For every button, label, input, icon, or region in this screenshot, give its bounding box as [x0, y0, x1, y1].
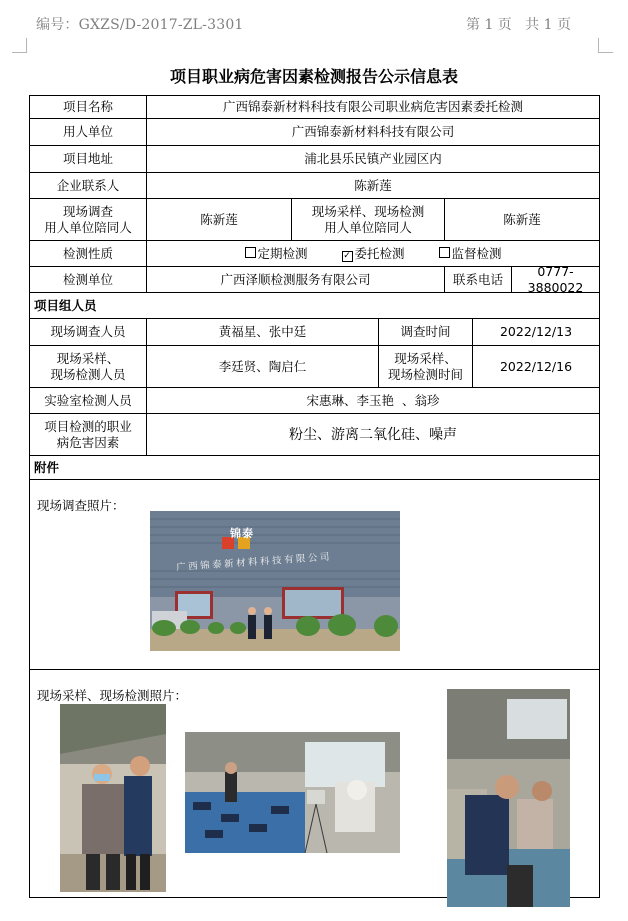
nature-option-supervisory[interactable]: 监督检测: [439, 246, 502, 261]
team-section-label: 项目组人员: [30, 293, 600, 319]
checkbox-periodic[interactable]: [245, 247, 256, 258]
survey-staff-label: 现场调查人员: [30, 319, 147, 346]
sampling-staff-label: 现场采样、 现场检测人员: [30, 346, 147, 388]
page-title: 项目职业病危害因素检测报告公示信息表: [169, 67, 458, 86]
crop-mark-top-right: [598, 38, 613, 53]
factory-building-photo: [150, 511, 400, 651]
sampling-escort-value: 陈新莲: [445, 199, 600, 241]
lab-staff-value: 宋惠琳、李玉艳 、翁珍: [147, 388, 600, 414]
right-margin-tick: [599, 495, 600, 509]
checkbox-supervisory[interactable]: [439, 247, 450, 258]
factory-logo-text: 锦泰: [230, 527, 254, 540]
address-label: 项目地址: [30, 146, 147, 173]
address-value: 浦北县乐民镇产业园区内: [147, 146, 600, 173]
contact-label: 企业联系人: [30, 173, 147, 199]
crop-mark-top-left: [12, 38, 27, 53]
survey-time-label: 调查时间: [379, 319, 473, 346]
sampling-photo-operator: [447, 689, 570, 907]
factory-sign-text: 广西锦泰新材料科技有限公司: [175, 551, 333, 574]
survey-time-value: 2022/12/13: [473, 319, 600, 346]
unit-label: 检测单位: [30, 267, 147, 293]
document-code: 编号：GXZS/D-2017-ZL-3301: [36, 17, 244, 33]
survey-staff-value: 黄福星、张中廷: [147, 319, 379, 346]
phone-value: 0777-3880022: [527, 263, 584, 295]
project-name-label: 项目名称: [30, 96, 147, 119]
sampling-photos-label: 现场采样、现场检测照片：: [37, 688, 188, 703]
unit-value: 广西泽顺检测服务有限公司: [147, 267, 445, 293]
survey-escort-label: 现场调查 用人单位陪同人: [30, 199, 147, 241]
employer-label: 用人单位: [30, 119, 147, 146]
phone-cell: [445, 263, 600, 295]
sampling-escort-label: 现场采样、现场检测 用人单位陪同人: [292, 199, 445, 241]
sampling-time-value: 2022/12/16: [473, 346, 600, 388]
hazards-label: 项目检测的职业 病危害因素: [30, 414, 147, 456]
nature-option-entrusted[interactable]: ✓ 委托检测: [343, 245, 405, 261]
sampling-photo-worker: [60, 704, 166, 892]
phone-label: 联系电话: [445, 267, 512, 292]
sampling-time-label: 现场采样、 现场检测时间: [379, 346, 473, 388]
attachments-section-label: 附件: [30, 456, 600, 480]
survey-photos-label: 现场调查照片：: [37, 498, 125, 513]
nature-option-periodic[interactable]: 定期检测: [245, 246, 308, 261]
hazards-value: 粉尘、游离二氧化硅、噪声: [147, 414, 600, 456]
lab-staff-label: 实验室检测人员: [30, 388, 147, 414]
nature-label: 检测性质: [30, 241, 147, 267]
survey-escort-value: 陈新莲: [147, 199, 292, 241]
employer-value: 广西锦泰新材料科技有限公司: [147, 119, 600, 146]
project-name-value: 广西锦泰新材料科技有限公司职业病危害因素委托检测: [147, 96, 600, 119]
contact-value: 陈新莲: [147, 173, 600, 199]
sampling-photo-equipment: [185, 732, 400, 853]
sampling-staff-value: 李廷贤、陶启仁: [147, 346, 379, 388]
checkbox-entrusted-checked[interactable]: ✓: [343, 250, 351, 261]
page-number: 第 1 页 共 1 页: [466, 17, 571, 33]
